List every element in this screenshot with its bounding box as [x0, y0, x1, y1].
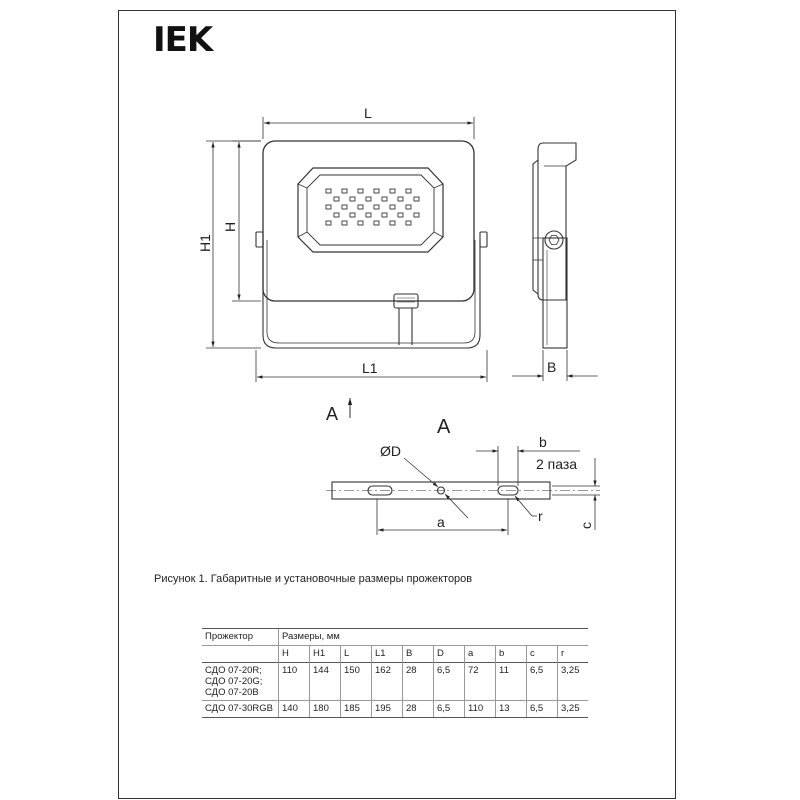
dimensions-table: [202, 628, 588, 718]
col-D: D: [434, 646, 465, 663]
table-row: СДО 07-30RGB 140 180 185 195 28 6,5 110 13 6,5 3,25: [202, 701, 588, 718]
col-L: L: [341, 646, 372, 663]
col-a: a: [465, 646, 496, 663]
col-r: r: [558, 646, 589, 663]
col-H: H: [279, 646, 310, 663]
col-L1: L1: [372, 646, 403, 663]
col-B: B: [403, 646, 434, 663]
label-L: L: [364, 105, 372, 121]
view-arrow-label: A: [326, 404, 339, 424]
figure-caption: Рисунок 1. Габаритные и установочные размеры прожекторов: [154, 573, 473, 585]
label-r: r: [538, 508, 543, 524]
table-row: СДО 07-20R; СДО 07-20G; СДО 07-20B 110 144 150 162 28 6,5 72 11 6,5 3,25: [202, 663, 588, 701]
label-H1: H1: [197, 234, 213, 252]
iek-logo: IEK: [153, 20, 213, 60]
label-c: c: [578, 522, 594, 529]
col-b: b: [496, 646, 527, 663]
dim-H1: [206, 141, 261, 348]
label-slots: 2 паза: [536, 456, 578, 472]
dim-H: [232, 141, 261, 301]
label-H: H: [222, 221, 238, 232]
col-c: c: [527, 646, 558, 663]
led-grid: [326, 189, 419, 225]
label-L1: L1: [362, 360, 378, 376]
bracket-detail: [326, 482, 600, 499]
side-view: [533, 143, 576, 348]
col-header-dimensions: Размеры, мм: [279, 629, 589, 646]
col-header-projector: Прожектор: [202, 629, 279, 646]
table-subheader-row: [202, 646, 588, 663]
front-view: [256, 141, 487, 348]
label-B: B: [547, 359, 557, 375]
model-cell: СДО 07-20R; СДО 07-20G; СДО 07-20B: [202, 663, 279, 701]
col-H1: H1: [310, 646, 341, 663]
model-cell: СДО 07-30RGB: [202, 701, 279, 718]
label-D: ØD: [380, 443, 401, 459]
label-b: b: [539, 434, 547, 450]
view-a-title: A: [437, 416, 451, 438]
table-header-row: [202, 629, 588, 646]
dim-D: [404, 458, 468, 518]
label-a: a: [437, 514, 445, 530]
